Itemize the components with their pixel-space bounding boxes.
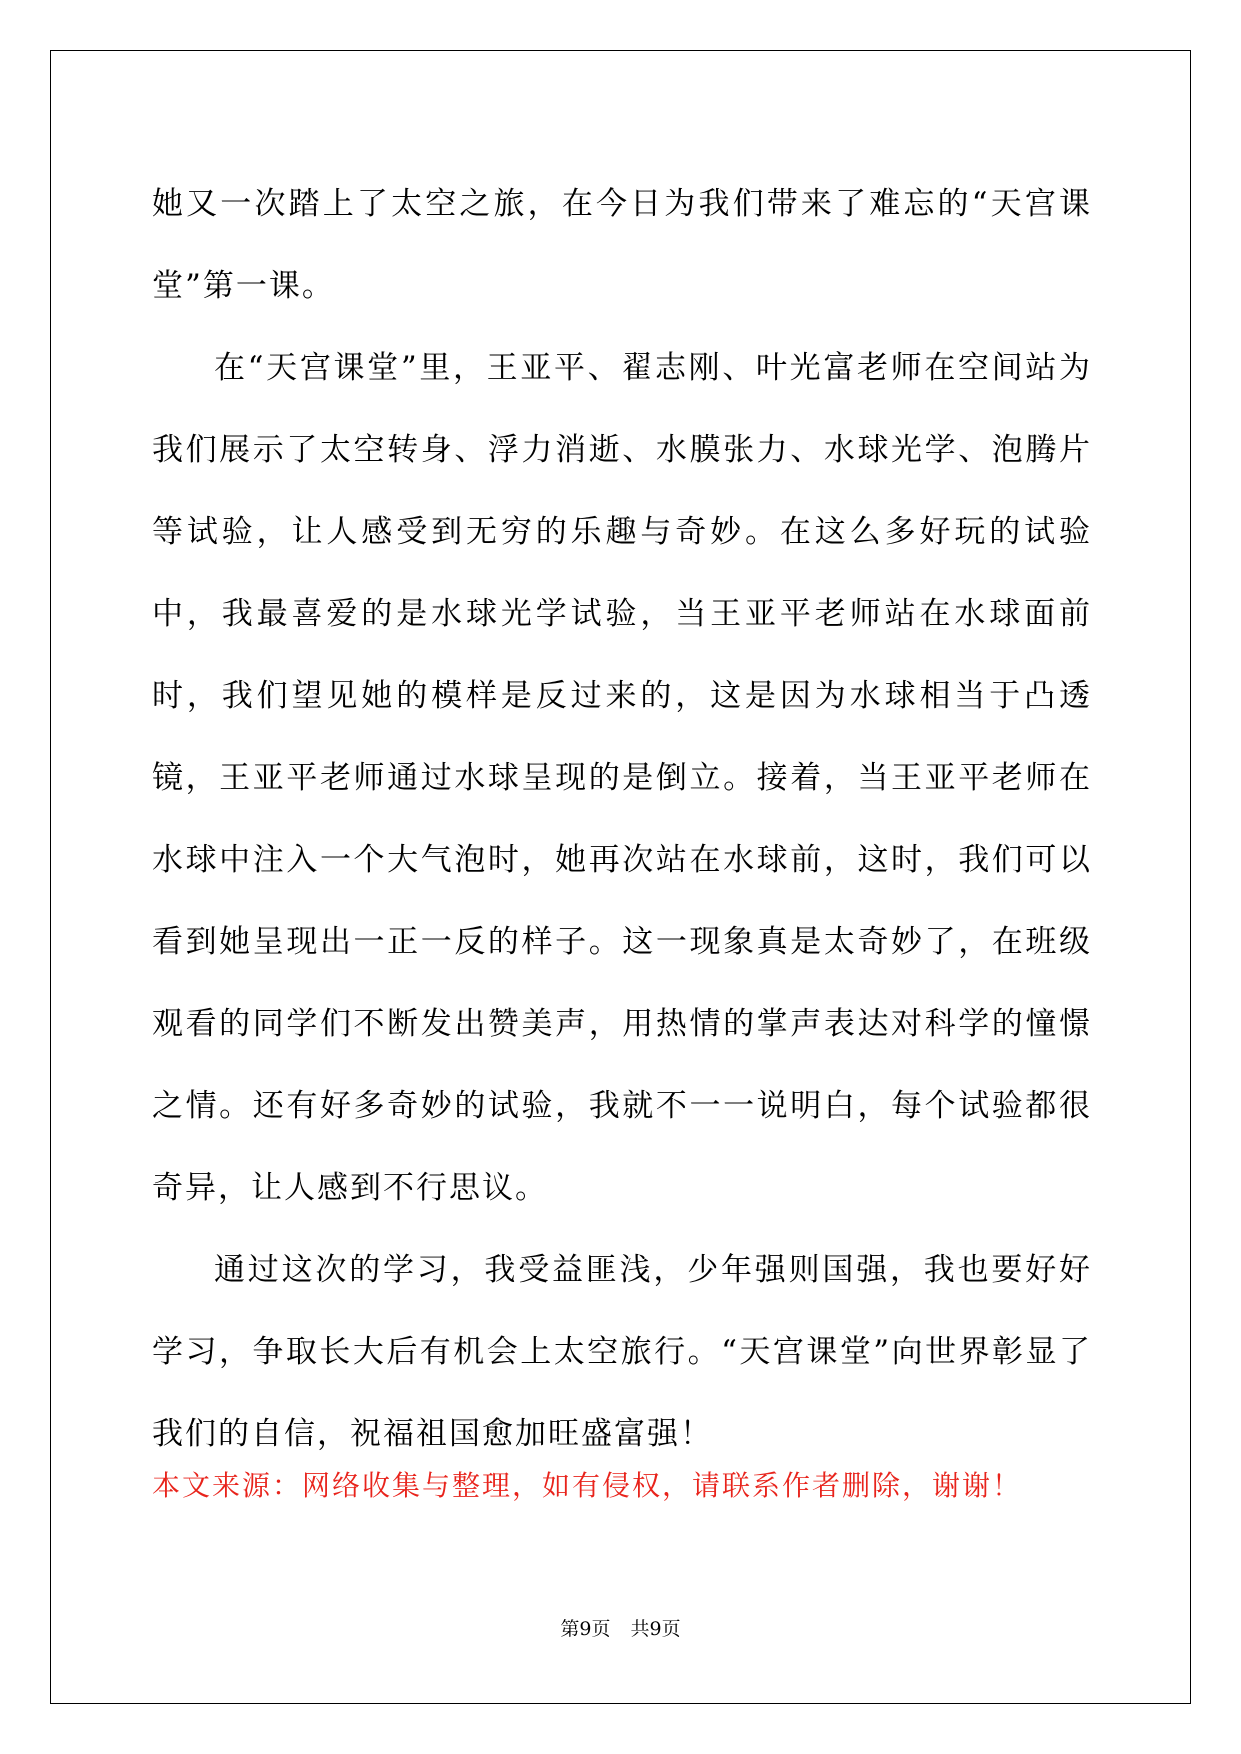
page-footer (0, 1617, 1241, 1641)
document-body (152, 163, 1092, 1475)
paragraph-3: 通过这次的学习，我受益匪浅，少年强则国强，我也要好好学习，争取长大后有机会上太空旅行。“天宫课堂”向世界彰显了我们的自信，祝福祖国愈加旺盛富强！ (152, 1252, 1092, 1452)
page-number-total: 共9页 (630, 1618, 681, 1640)
page-number-current: 第9页 (560, 1618, 611, 1640)
paragraph-2: 在“天宫课堂”里，王亚平、翟志刚、叶光富老师在空间站为我们展示了太空转身、浮力消逝、水膜张力、水球光学、泡腾片等试验，让人感受到无穷的乐趣与奇妙。在这么多好玩的试验中，我最喜爱的是水球光学试验，当王亚平老师站在水球面前时，我们望见她的模样是反过来的，这是因为水球相当于凸透镜，王亚平老师通过水球呈现的是倒立。接着，当王亚平老师在水球中注入一个大气泡时，她再次站在水球前，这时，我们可以看到她呈现出一正一反的样子。这一现象真是太奇妙了，在班级观看的同学们不断发出赞美声，用热情的掌声表达对科学的憧憬之情。还有好多奇妙的试验，我就不一一说明白，每个试验都很奇异，让人感到不行思议。 (152, 350, 1092, 1206)
source-note: 本文来源：网络收集与整理，如有侵权，请联系作者删除，谢谢！ (152, 1469, 1023, 1502)
paragraph-1: 她又一次踏上了太空之旅，在今日为我们带来了难忘的“天宫课堂”第一课。 (152, 186, 1092, 304)
